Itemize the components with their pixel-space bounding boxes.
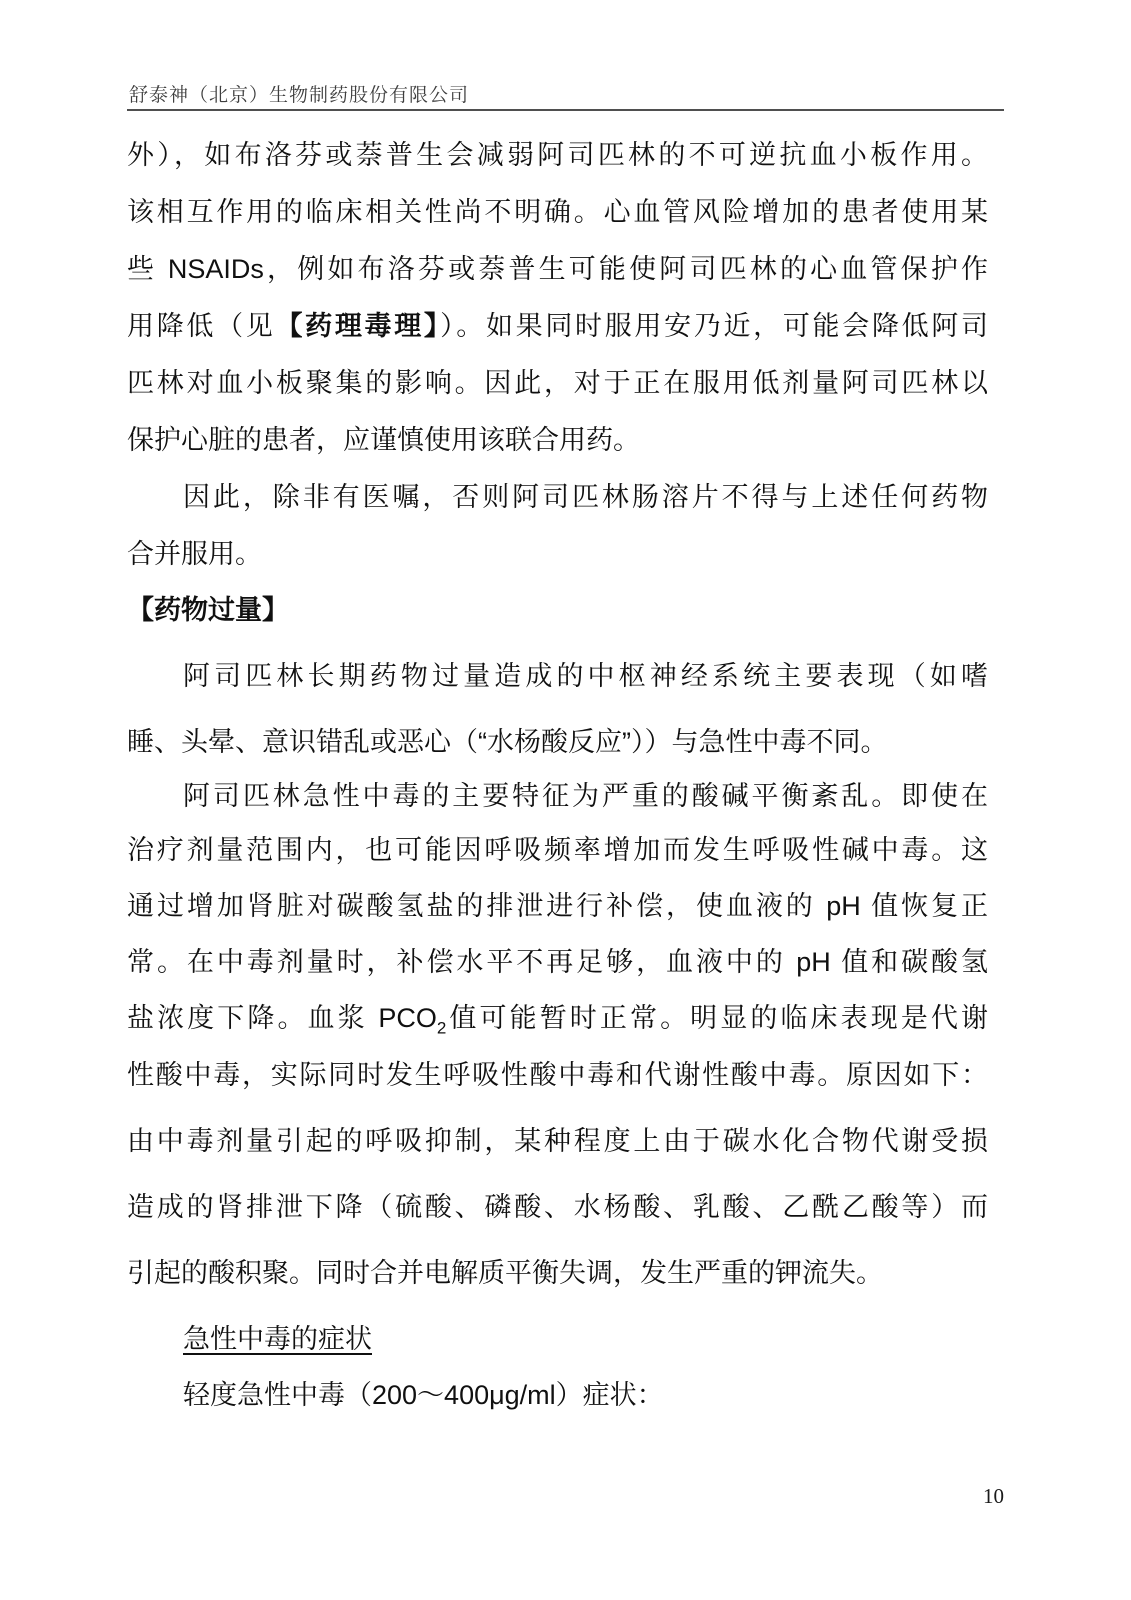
p1-line-6: 保护心脏的患者，应谨慎使用该联合用药。 <box>127 425 640 455</box>
pco2-subscript: 2 <box>436 1018 447 1038</box>
p4-line-7: 由中毒剂量引起的呼吸抑制，某种程度上由于碳水化合物代谢受损 <box>127 1126 988 1156</box>
p1-line-4-text-after: ）。如果同时服用安乃近，可能会降低阿司 <box>440 311 989 341</box>
p4-line-3: 通过增加肾脏对碳酸氢盐的排泄进行补偿，使血液的 pH 值恢复正 <box>127 891 988 921</box>
p4-line-9: 引起的酸积聚。同时合并电解质平衡失调，发生严重的钾流失。 <box>127 1258 883 1288</box>
p5-line-1: 轻度急性中毒（200～400μg/ml）症状： <box>183 1380 664 1410</box>
p4-line-2: 治疗剂量范围内，也可能因呼吸频率增加而发生呼吸性碱中毒。这 <box>127 835 988 865</box>
p3-line-1: 阿司匹林长期药物过量造成的中枢神经系统主要表现（如嗜 <box>183 661 988 691</box>
p2-line-1: 因此，除非有医嘱，否则阿司匹林肠溶片不得与上述任何药物 <box>183 482 988 512</box>
p4-line-1: 阿司匹林急性中毒的主要特征为严重的酸碱平衡紊乱。即使在 <box>183 781 988 811</box>
pharmacology-toxicology-reference: 【药理毒理】 <box>275 311 441 341</box>
page-number: 10 <box>983 1484 1004 1508</box>
p4-line-5 <box>127 1000 988 1036</box>
section-heading-drug-overdose: 【药物过量】 <box>127 595 289 625</box>
p1-line-4 <box>127 308 988 344</box>
header-divider <box>127 109 1004 111</box>
p4-line-5-text-after: 值可能暂时正常。明显的临床表现是代谢 <box>446 1003 989 1033</box>
header-company-name: 舒泰神（北京）生物制药股份有限公司 <box>129 85 470 106</box>
p1-line-4-text: 用降低（见 <box>127 311 276 341</box>
p4-line-5-text: 盐浓度下降。血浆 PCO <box>127 1003 437 1033</box>
p3-line-2: 睡、头晕、意识错乱或恶心（“水杨酸反应”））与急性中毒不同。 <box>127 727 888 757</box>
subheading-acute-toxicity-symptoms <box>127 1321 988 1357</box>
p4-line-6: 性酸中毒，实际同时发生呼吸性酸中毒和代谢性酸中毒。原因如下： <box>127 1060 988 1090</box>
p1-line-2: 该相互作用的临床相关性尚不明确。心血管风险增加的患者使用某 <box>127 197 988 227</box>
p1-line-1: 外），如布洛芬或萘普生会减弱阿司匹林的不可逆抗血小板作用。 <box>127 140 988 170</box>
p1-line-3: 些 NSAIDs，例如布洛芬或萘普生可能使阿司匹林的心血管保护作 <box>127 254 988 284</box>
subheading-underlined-text: 急性中毒的症状 <box>183 1324 372 1354</box>
p4-line-4: 常。在中毒剂量时，补偿水平不再足够，血液中的 pH 值和碳酸氢 <box>127 947 988 977</box>
p1-line-5: 匹林对血小板聚集的影响。因此，对于正在服用低剂量阿司匹林以 <box>127 368 988 398</box>
p4-line-8: 造成的肾排泄下降（硫酸、磷酸、水杨酸、乳酸、乙酰乙酸等）而 <box>127 1192 988 1222</box>
p2-line-2: 合并服用。 <box>127 539 262 569</box>
